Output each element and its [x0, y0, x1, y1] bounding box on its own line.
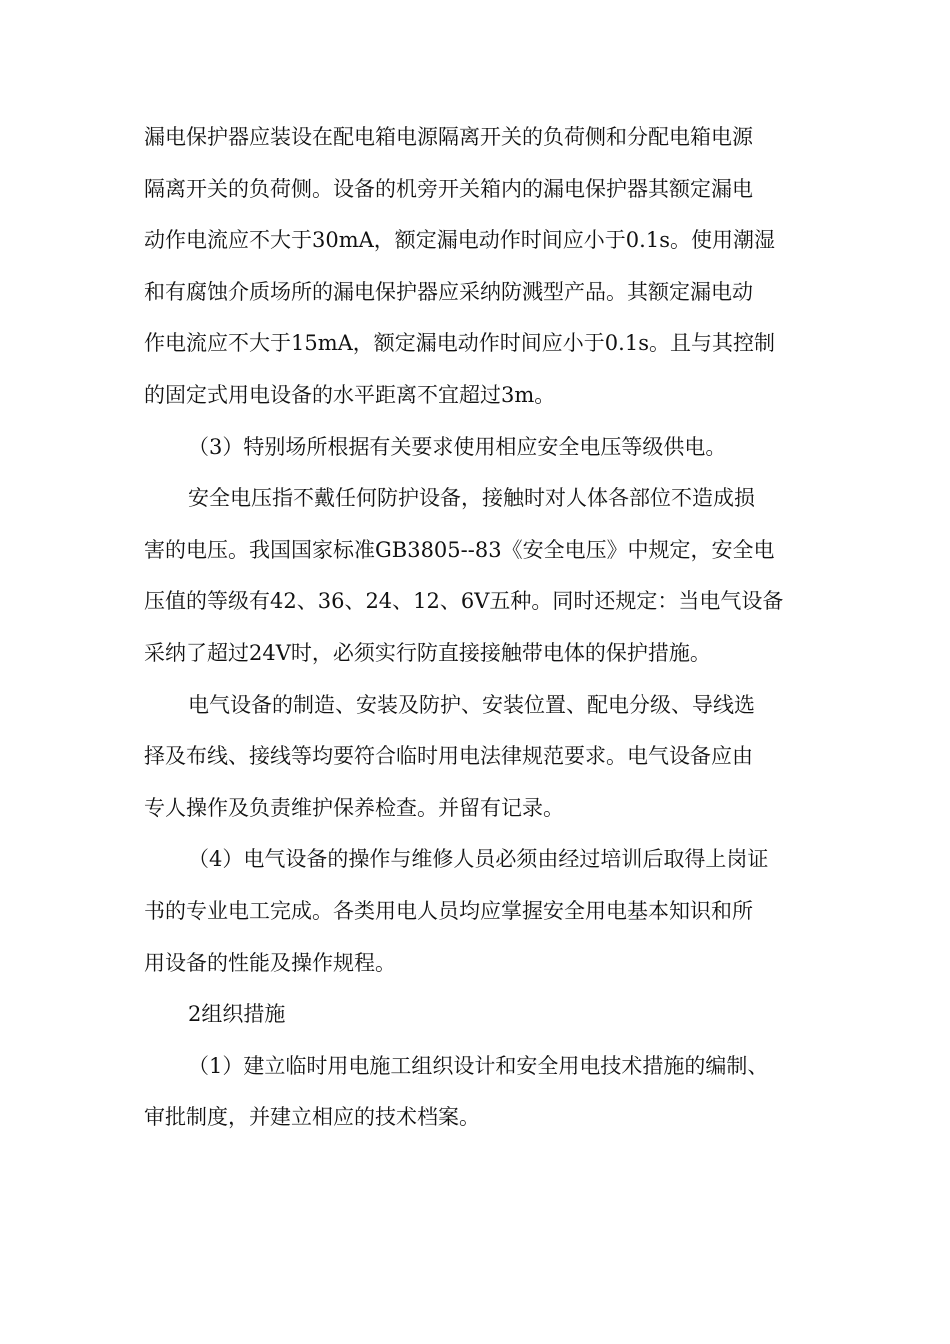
text-line: 书的专业电工完成。各类用电人员均应掌握安全用电基本知识和所: [144, 898, 753, 923]
text-line: 用设备的性能及操作规程。: [144, 950, 396, 975]
text-line: 隔离开关的负荷侧。设备的机旁开关箱内的漏电保护器其额定漏电: [144, 176, 753, 201]
section-heading-organization: 2组织措施: [188, 1002, 286, 1027]
text-line: 审批制度，并建立相应的技术档案。: [144, 1105, 480, 1130]
text-line: 作电流应不大于15mA，额定漏电动作时间应小于0.1s。且与其控制: [144, 331, 775, 356]
text-line: 电气设备的制造、安装及防护、安装位置、配电分级、导线选: [188, 692, 755, 717]
text-line: 采纳了超过24V时，必须实行防直接接触带电体的保护措施。: [144, 640, 711, 665]
text-line: 动作电流应不大于30mA，额定漏电动作时间应小于0.1s。使用潮湿: [144, 228, 775, 253]
section-heading-1: （1）建立临时用电施工组织设计和安全用电技术措施的编制、: [188, 1053, 769, 1078]
text-line: 压值的等级有42、36、24、12、6V五种。同时还规定：当电气设备: [144, 589, 784, 614]
text-line: 的固定式用电设备的水平距离不宜超过3m。: [144, 382, 556, 407]
section-heading-4: （4）电气设备的操作与维修人员必须由经过培训后取得上岗证: [188, 847, 769, 872]
text-line: 专人操作及负责维护保养检查。并留有记录。: [144, 795, 564, 820]
text-line: 害的电压。我国国家标准GB3805--83《安全电压》中规定，安全电: [144, 537, 775, 562]
text-line: 择及布线、接线等均要符合临时用电法律规范要求。电气设备应由: [144, 744, 753, 769]
text-line: 和有腐蚀介质场所的漏电保护器应采纳防溅型产品。其额定漏电动: [144, 279, 753, 304]
document-body: [144, 112, 810, 1144]
section-heading-3: （3）特别场所根据有关要求使用相应安全电压等级供电。: [188, 434, 727, 459]
text-line: 漏电保护器应装设在配电箱电源隔离开关的负荷侧和分配电箱电源: [144, 125, 753, 149]
text-line: 安全电压指不戴任何防护设备，接触时对人体各部位不造成损: [188, 486, 755, 511]
